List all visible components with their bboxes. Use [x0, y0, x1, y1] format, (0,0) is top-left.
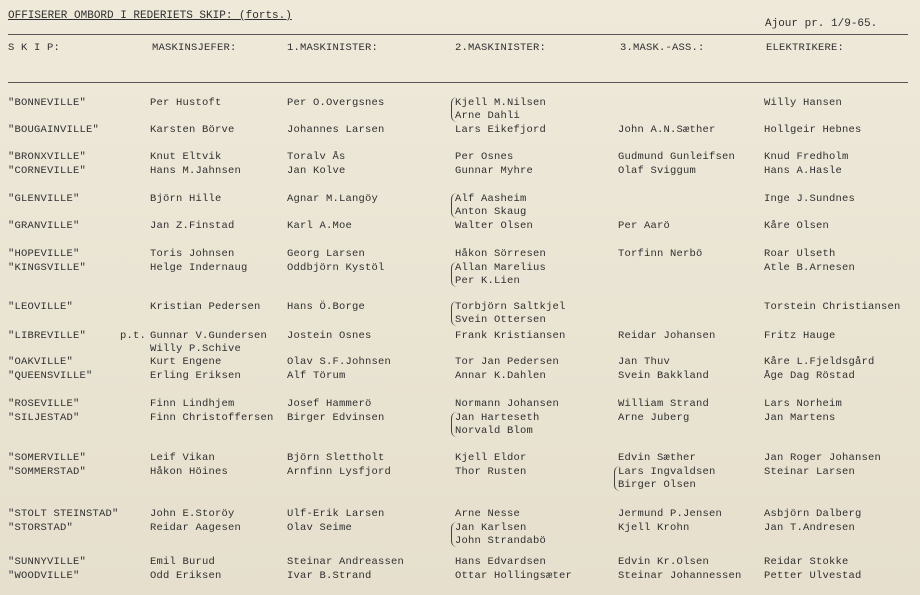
ship-name: "ROSEVILLE" [8, 398, 80, 410]
header-rule-bottom [8, 82, 908, 83]
maskinist2-name: Per K.Lien [455, 275, 521, 287]
ship-name: "BONNEVILLE" [8, 97, 87, 109]
maskinist1-name: Karl A.Moe [287, 220, 353, 232]
maskinist2-name: Ottar Hollingsæter [455, 570, 573, 582]
elektriker-name: Reidar Stokke [764, 556, 849, 568]
maskinsjef-name: Helge Indernaug [150, 262, 248, 274]
maskinist2-name: Torbjörn Saltkjel [455, 301, 566, 313]
maskass3-name: Gudmund Gunleifsen [618, 151, 736, 163]
elektriker-name: Asbjörn Dalberg [764, 508, 862, 520]
elektriker-name: Steinar Larsen [764, 466, 856, 478]
ship-name: "OAKVILLE" [8, 356, 74, 368]
ship-name: "SILJESTAD" [8, 412, 80, 424]
maskass3-name: Lars Ingvaldsen [618, 466, 716, 478]
maskass3-name: Kjell Krohn [618, 522, 690, 534]
maskinist1-name: Johannes Larsen [287, 124, 385, 136]
maskinist1-name: Olav Seime [287, 522, 353, 534]
maskass3-name: Olaf Sviggum [618, 165, 697, 177]
ship-name: "WOODVILLE" [8, 570, 80, 582]
maskass3-name: William Strand [618, 398, 710, 410]
maskinsjef-name: Per Hustoft [150, 97, 222, 109]
maskinist2-name: Anton Skaug [455, 206, 527, 218]
maskinist1-name: Per O.Overgsnes [287, 97, 385, 109]
brace-mark [614, 466, 621, 491]
maskinist1-name: Jostein Osnes [287, 330, 372, 342]
maskinist1-name: Hans Ö.Borge [287, 301, 366, 313]
ship-name: "HOPEVILLE" [8, 248, 80, 260]
maskinist2-name: Annar K.Dahlen [455, 370, 547, 382]
maskinist2-name: Walter Olsen [455, 220, 534, 232]
maskinist1-name: Björn Slettholt [287, 452, 385, 464]
header-maskinsjefer: MASKINSJEFER: [152, 42, 237, 54]
elektriker-name: Jan T.Andresen [764, 522, 856, 534]
maskinist1-name: Josef Hammerö [287, 398, 372, 410]
elektriker-name: Kåre Olsen [764, 220, 830, 232]
maskass3-name: Svein Bakkland [618, 370, 710, 382]
maskinsjef-name: Björn Hille [150, 193, 222, 205]
maskinsjef-name: Jan Z.Finstad [150, 220, 235, 232]
ship-name: "SOMERVILLE" [8, 452, 87, 464]
maskass3-name: Arne Juberg [618, 412, 690, 424]
elektriker-name: Hollgeir Hebnes [764, 124, 862, 136]
header-rule-top [8, 34, 908, 35]
elektriker-name: Inge J.Sundnes [764, 193, 856, 205]
ship-name: "KINGSVILLE" [8, 262, 87, 274]
ship-name: "STOLT STEINSTAD" [8, 508, 119, 520]
ship-name: "BRONXVILLE" [8, 151, 87, 163]
maskinist1-name: Arnfinn Lysfjord [287, 466, 392, 478]
maskass3-name: Steinar Johannessen [618, 570, 742, 582]
maskinist2-name: Tor Jan Pedersen [455, 356, 560, 368]
brace-mark [451, 193, 458, 218]
maskinsjef-name: Knut Eltvik [150, 151, 222, 163]
maskinsjef-name: Finn Lindhjem [150, 398, 235, 410]
maskinist2-name: Norvald Blom [455, 425, 534, 437]
maskinist1-name: Oddbjörn Kystöl [287, 262, 385, 274]
maskinist1-name: Alf Törum [287, 370, 346, 382]
maskinist2-name: Frank Kristiansen [455, 330, 566, 342]
maskinist2-name: Hans Edvardsen [455, 556, 547, 568]
maskinist2-name: Kjell M.Nilsen [455, 97, 547, 109]
header-elektrikere: ELEKTRIKERE: [766, 42, 845, 54]
maskinsjef-name: Toris Johnsen [150, 248, 235, 260]
maskinsjef-name: Gunnar V.Gundersen [150, 330, 268, 342]
date-stamp: Ajour pr. 1/9-65. [765, 18, 878, 30]
maskinsjef-name: Kristian Pedersen [150, 301, 261, 313]
maskinist1-name: Steinar Andreassen [287, 556, 405, 568]
elektriker-name: Petter Ulvestad [764, 570, 862, 582]
maskass3-name: Jan Thuv [618, 356, 671, 368]
elektriker-name: Atle B.Arnesen [764, 262, 856, 274]
maskinist2-name: Allan Marelius [455, 262, 547, 274]
elektriker-name: Jan Roger Johansen [764, 452, 882, 464]
document-title: OFFISERER OMBORD I REDERIETS SKIP: (forts.) [8, 10, 292, 22]
ship-name: "QUEENSVILLE" [8, 370, 93, 382]
pt-note: p.t. [120, 330, 147, 342]
maskinist1-name: Jan Kolve [287, 165, 346, 177]
elektriker-name: Hans A.Hasle [764, 165, 843, 177]
maskinist2-name: Arne Nesse [455, 508, 521, 520]
maskinsjef-name: Reidar Aagesen [150, 522, 242, 534]
ship-name: "LIBREVILLE" [8, 330, 87, 342]
brace-mark [451, 522, 458, 547]
maskinist1-name: Ivar B.Strand [287, 570, 372, 582]
maskinsjef-name: Håkon Höines [150, 466, 229, 478]
maskinsjef-name: Karsten Börve [150, 124, 235, 136]
maskinsjef-name: Willy P.Schive [150, 343, 242, 355]
ship-name: "GRANVILLE" [8, 220, 80, 232]
elektriker-name: Åge Dag Röstad [764, 370, 856, 382]
maskinist2-name: Svein Ottersen [455, 314, 547, 326]
maskinsjef-name: Odd Eriksen [150, 570, 222, 582]
maskinsjef-name: Emil Burud [150, 556, 216, 568]
maskinsjef-name: Kurt Engene [150, 356, 222, 368]
maskinsjef-name: Erling Eriksen [150, 370, 242, 382]
elektriker-name: Roar Ulseth [764, 248, 836, 260]
header-skip: S K I P: [8, 42, 61, 54]
maskinist1-name: Georg Larsen [287, 248, 366, 260]
maskass3-name: Edvin Sæther [618, 452, 697, 464]
ship-name: "SOMMERSTAD" [8, 466, 87, 478]
maskinist2-name: John Strandabö [455, 535, 547, 547]
maskass3-name: Reidar Johansen [618, 330, 716, 342]
maskass3-name: Per Aarö [618, 220, 671, 232]
maskinist2-name: Jan Harteseth [455, 412, 540, 424]
header-maskinist1: 1.MASKINISTER: [287, 42, 379, 54]
maskass3-name: Jermund P.Jensen [618, 508, 723, 520]
brace-mark [451, 262, 458, 287]
elektriker-name: Jan Martens [764, 412, 836, 424]
elektriker-name: Lars Norheim [764, 398, 843, 410]
maskass3-name: Edvin Kr.Olsen [618, 556, 710, 568]
maskinist2-name: Håkon Sörresen [455, 248, 547, 260]
brace-mark [451, 412, 458, 437]
brace-mark [451, 97, 458, 122]
elektriker-name: Fritz Hauge [764, 330, 836, 342]
elektriker-name: Torstein Christiansen [764, 301, 901, 313]
maskinsjef-name: John E.Storöy [150, 508, 235, 520]
maskinist2-name: Thor Rusten [455, 466, 527, 478]
ship-name: "BOUGAINVILLE" [8, 124, 100, 136]
maskinist2-name: Arne Dahli [455, 110, 521, 122]
elektriker-name: Willy Hansen [764, 97, 843, 109]
ship-name: "STORSTAD" [8, 522, 74, 534]
brace-mark [451, 301, 458, 326]
maskinsjef-name: Hans M.Jahnsen [150, 165, 242, 177]
maskinist1-name: Toralv Ås [287, 151, 346, 163]
maskass3-name: Birger Olsen [618, 479, 697, 491]
maskinist1-name: Birger Edvinsen [287, 412, 385, 424]
ship-name: "LEOVILLE" [8, 301, 74, 313]
maskinist2-name: Per Osnes [455, 151, 514, 163]
maskinist2-name: Kjell Eldor [455, 452, 527, 464]
maskinist1-name: Olav S.F.Johnsen [287, 356, 392, 368]
ship-name: "GLENVILLE" [8, 193, 80, 205]
maskass3-name: John A.N.Sæther [618, 124, 716, 136]
maskinist2-name: Lars Eikefjord [455, 124, 547, 136]
maskinist2-name: Alf Aasheim [455, 193, 527, 205]
maskinist2-name: Gunnar Myhre [455, 165, 534, 177]
maskass3-name: Torfinn Nerbö [618, 248, 703, 260]
header-maskass3: 3.MASK.-ASS.: [620, 42, 705, 54]
maskinist2-name: Normann Johansen [455, 398, 560, 410]
elektriker-name: Kåre L.Fjeldsgård [764, 356, 875, 368]
elektriker-name: Knud Fredholm [764, 151, 849, 163]
header-maskinist2: 2.MASKINISTER: [455, 42, 547, 54]
maskinsjef-name: Finn Christoffersen [150, 412, 274, 424]
maskinist1-name: Ulf-Erik Larsen [287, 508, 385, 520]
ship-name: "CORNEVILLE" [8, 165, 87, 177]
maskinist1-name: Agnar M.Langöy [287, 193, 379, 205]
ship-name: "SUNNYVILLE" [8, 556, 87, 568]
maskinist2-name: Jan Karlsen [455, 522, 527, 534]
maskinsjef-name: Leif Vikan [150, 452, 216, 464]
